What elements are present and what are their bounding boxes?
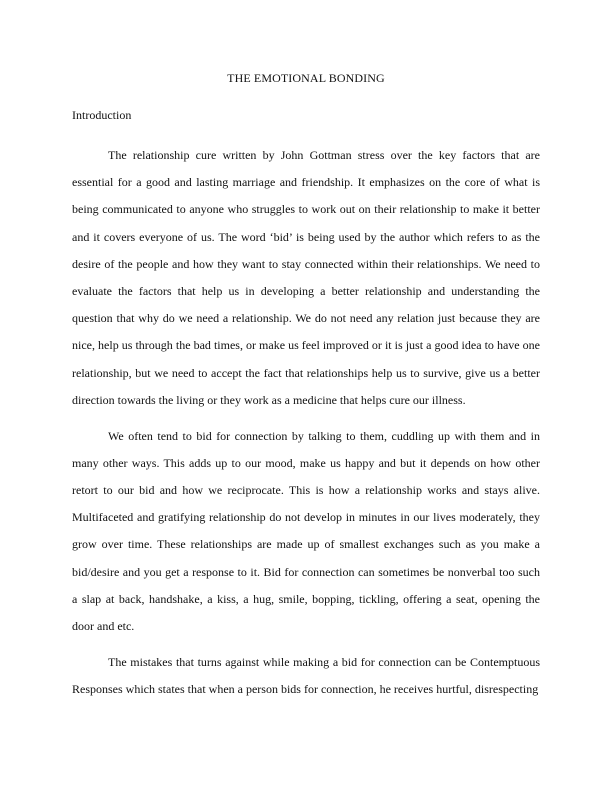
- paragraph: The relationship cure written by John Gottman stress over the key factors that are essential for a good and lasting marriage and friendship. It emphasizes on the core of what is being communicated to anyone who struggles to work out on their relationship to make it better and it covers everyone of us. The word ‘bid’ is being used by the author which refers to as the desire of the people and how they want to stay connected within their relationships. We need to evaluate the factors that help us in developing a better relationship and understanding the question that why do we need a relationship. We do not need any relation just because they are nice, help us through the bad times, or make us feel improved or it is just a good idea to have one relationship, but we need to accept the fact that relationships help us to survive, give us a better direction towards the living or they work as a medicine that helps cure our illness.: [72, 148, 540, 407]
- document-title: THE EMOTIONAL BONDING: [227, 71, 385, 85]
- paragraph: The mistakes that turns against while making a bid for connection can be Contemptuous Responses which states that when a person bids for connection, he receives hurtful, disrespecting: [72, 654, 540, 696]
- section-heading: Introduction: [72, 108, 132, 122]
- document-body: [72, 142, 540, 703]
- paragraph: We often tend to bid for connection by talking to them, cuddling up with them and in many other ways. This adds up to our mood, make us happy and but it depends on how other retort to our bid and how we reciprocate. This is how a relationship works and stays alive. Multifaceted and gratifying relationship do not develop in minutes in our lives moderately, they grow over time. These relationships are made up of smallest exchanges such as you make a bid/desire and you get a response to it. Bid for connection can sometimes be nonverbal too such a slap at back, handshake, a kiss, a hug, smile, bopping, tickling, offering a seat, opening the door and etc.: [72, 428, 540, 633]
